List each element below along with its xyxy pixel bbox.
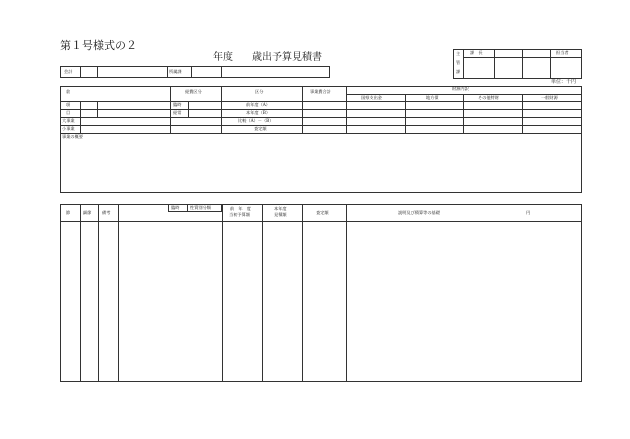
section-chief-label: 課 長 xyxy=(470,50,483,55)
approval-label-3: 課 xyxy=(456,69,461,74)
lower-rinji-label: 臨時 xyxy=(171,205,180,210)
funding-col-3: その他特財 xyxy=(478,95,499,100)
fiscal-year-label: 年度 xyxy=(213,52,233,63)
shojigyo-label: 小事業 xyxy=(62,126,75,131)
keijo-label: 経常 xyxy=(173,110,182,115)
this-year-label: 本年度（B） xyxy=(246,110,271,115)
compare-label: 比較（A）－（B） xyxy=(238,118,274,123)
funding-col-2: 地方債 xyxy=(426,95,439,100)
unit-label: 単位：千円 xyxy=(551,79,577,85)
this-estimate-label-2: 見積額 xyxy=(274,212,287,217)
assessed-label: 査定額 xyxy=(254,126,267,131)
department-label: 所属課 xyxy=(169,69,182,74)
prev-year-label: 前年度（A） xyxy=(246,102,270,107)
expense-class-label: 経費区分 xyxy=(185,89,202,94)
total-cost-label: 事業費合計 xyxy=(310,89,331,94)
lower-assessed-label: 査定額 xyxy=(316,210,329,215)
setsu-label: 節 xyxy=(66,210,71,215)
outline-label: 事業の概要 xyxy=(62,134,83,139)
this-estimate-label-1: 本年度 xyxy=(274,206,287,211)
approval-label-2: 管 xyxy=(456,60,461,65)
biko-label: 備考 xyxy=(102,210,111,215)
approval-label-1: 主 xyxy=(456,51,461,56)
person-in-charge-label: 担当者 xyxy=(556,50,569,55)
basis-label: 説明及び積算等の基礎 xyxy=(398,210,440,215)
moku-label: 目 xyxy=(66,110,71,115)
yen-label: 円 xyxy=(526,210,531,215)
kou-label: 項 xyxy=(66,102,71,107)
rinji-label: 臨時 xyxy=(173,102,182,107)
prev-budget-label-2: 当初予算額 xyxy=(229,212,250,217)
funding-col-1: 国県支出金 xyxy=(361,95,382,100)
form-number: 第１号様式の２ xyxy=(60,39,137,52)
kubun-label: 区分 xyxy=(255,89,264,94)
seishitsu-label: 性質別分類 xyxy=(190,205,211,210)
document-title: 歳出予算見積書 xyxy=(252,52,322,63)
funding-label: 財源内訳 xyxy=(452,86,469,91)
daijigyo-label: 大事業 xyxy=(62,118,75,123)
account-label: 会計 xyxy=(64,69,73,74)
prev-budget-label-1: 前 年 度 xyxy=(230,206,251,211)
kan-label: 款 xyxy=(66,89,71,94)
saimoku-label: 細節 xyxy=(83,210,92,215)
funding-col-4: 一般財源 xyxy=(541,95,558,100)
